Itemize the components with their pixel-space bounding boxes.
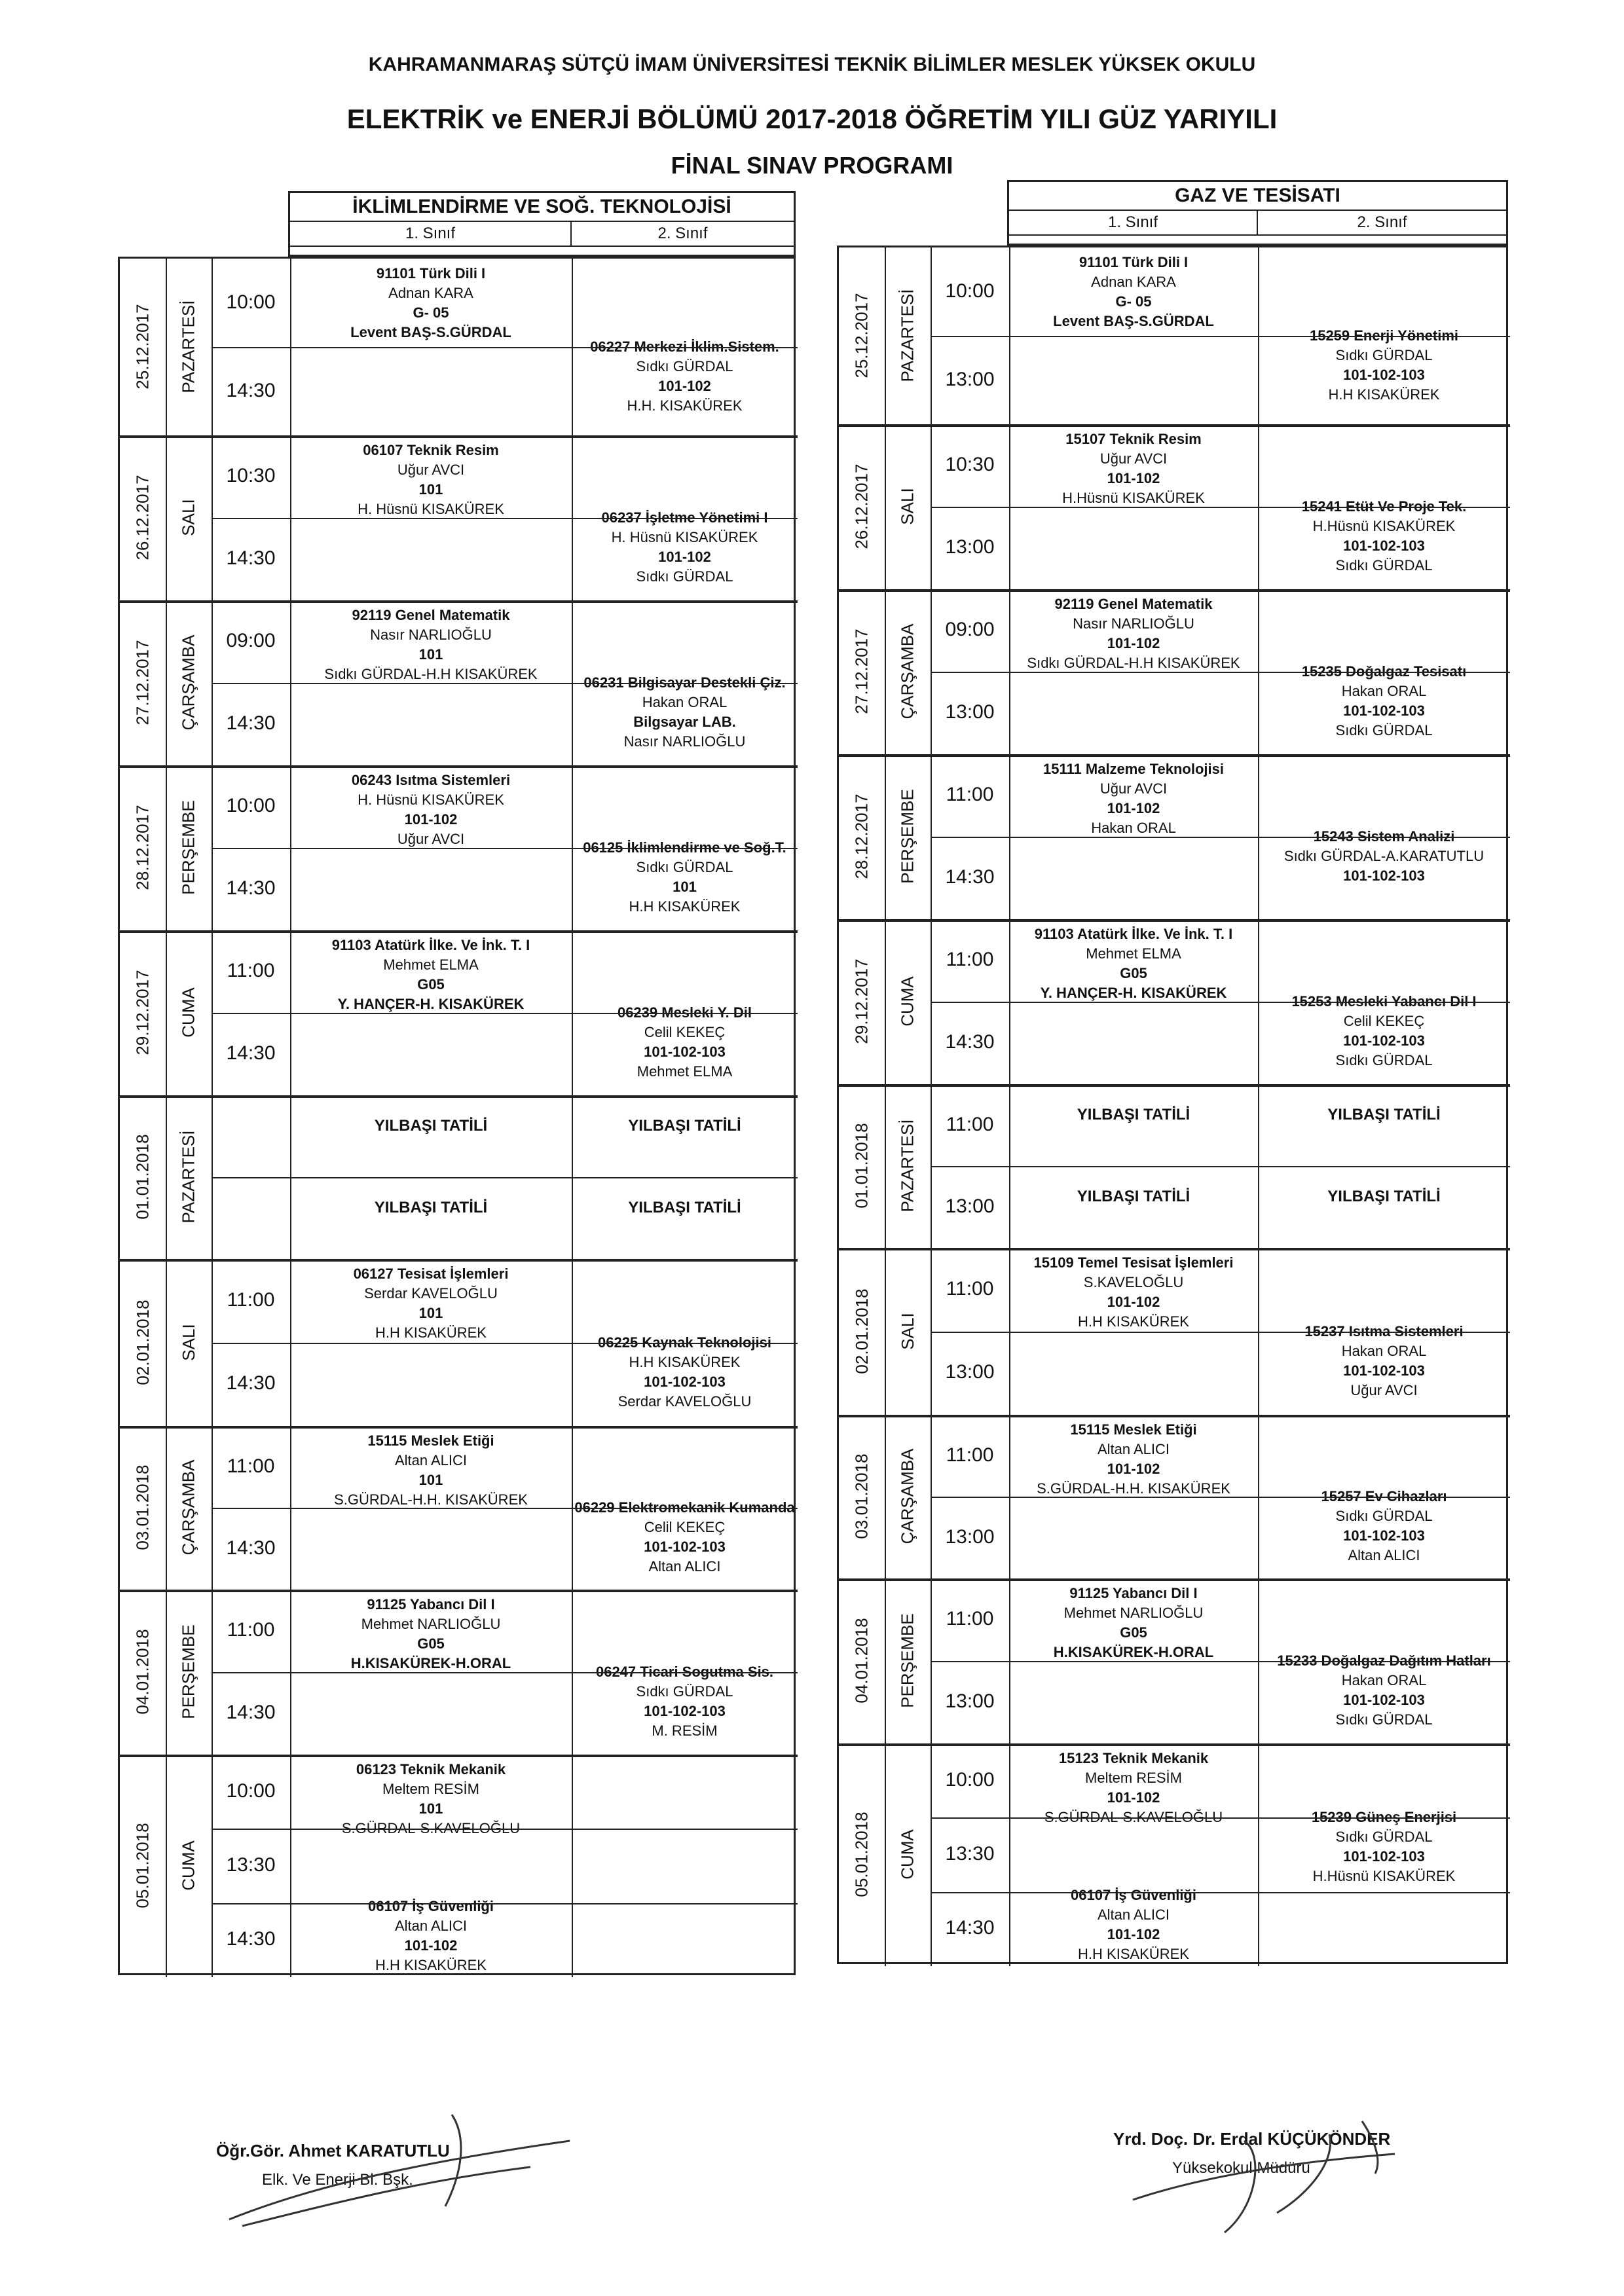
program-name: GAZ VE TESİSATI [1009, 182, 1506, 211]
exam-entry [1258, 1651, 1510, 1736]
exam-instructor: Hakan ORAL [642, 694, 728, 710]
exam-date: 01.01.2018 [851, 1123, 872, 1209]
exam-room: 101-102 [404, 811, 458, 828]
exam-weekday: SALI [897, 1312, 917, 1350]
exam-course: 91125 Yabancı Dil I [1069, 1585, 1198, 1601]
exam-entry [572, 1333, 798, 1418]
exam-course: 06107 İş Güvenliği [368, 1897, 494, 1914]
exam-entry [1258, 326, 1510, 411]
exam-time: 13:30 [226, 1854, 276, 1876]
exam-room: G- 05 [413, 304, 449, 321]
exam-entry [1009, 429, 1258, 515]
exam-proctors: Sıdkı GÜRDAL [1335, 557, 1433, 574]
left-signatory-name: Öğr.Gör. Ahmet KARATUTLU [216, 2141, 450, 2160]
exam-entry [1009, 1584, 1258, 1669]
exam-entry [290, 936, 572, 1021]
exam-course: 15235 Doğalgaz Tesisatı [1301, 663, 1467, 680]
exam-entry [1258, 662, 1510, 747]
exam-date: 26.12.2017 [132, 475, 153, 560]
exam-date: 03.01.2018 [132, 1465, 153, 1550]
exam-entry [1258, 1808, 1510, 1893]
exam-course: 15241 Etüt Ve Proje Tek. [1301, 498, 1467, 515]
exam-course: 06225 Kaynak Teknolojisi [598, 1334, 771, 1351]
exam-weekday: PERŞEMBE [897, 1613, 917, 1708]
exam-time: 14:30 [226, 712, 276, 734]
document-title: FİNAL SINAV PROGRAMI [671, 152, 953, 179]
exam-entry [1009, 1253, 1258, 1338]
exam-weekday: PAZARTESİ [178, 1130, 198, 1224]
exam-instructor: Meltem RESİM [382, 1781, 479, 1797]
exam-proctors: Altan ALICI [1348, 1547, 1420, 1563]
exam-course: 15115 Meslek Etiği [367, 1432, 494, 1449]
exam-room: 101-102-103 [1343, 867, 1425, 884]
exam-course: 06247 Ticari Sogutma Sis. [595, 1664, 774, 1680]
exam-time: 11:00 [946, 1444, 994, 1466]
exam-proctors: S.GÜRDAL-S.KAVELOĞLU [341, 1820, 521, 1836]
exam-date: 05.01.2018 [132, 1823, 153, 1908]
exam-proctors: M. RESİM [652, 1722, 718, 1739]
exam-time: 13:00 [945, 368, 995, 390]
exam-time: 10:00 [226, 1779, 276, 1802]
exam-weekday: ÇARŞAMBA [897, 1448, 917, 1544]
exam-instructor: Mehmet NARLIOĞLU [1063, 1605, 1204, 1621]
exam-time: 14:30 [226, 1928, 276, 1950]
exam-room: 101-102-103 [644, 1539, 726, 1555]
exam-proctors: Sıdkı GÜRDAL [1335, 1052, 1433, 1068]
holiday-label: YILBAŞI TATİLİ [628, 1198, 741, 1216]
exam-instructor: Uğur AVCI [1099, 780, 1168, 797]
exam-instructor: Meltem RESİM [1085, 1770, 1182, 1786]
exam-entry [290, 1595, 572, 1680]
exam-instructor: Hakan ORAL [1341, 1672, 1427, 1688]
exam-date: 27.12.2017 [132, 640, 153, 725]
exam-course: 06107 İş Güvenliği [1071, 1886, 1196, 1903]
institution-title: KAHRAMANMARAŞ SÜTÇÜ İMAM ÜNİVERSİTESİ TEKNİK BİLİMLER MESLEK YÜKSEK OKULU [368, 54, 1256, 75]
exam-course: 15115 Meslek Etiği [1070, 1421, 1197, 1438]
exam-course: 06231 Bilgisayar Destekli Çiz. [583, 674, 786, 691]
exam-date: 05.01.2018 [851, 1812, 872, 1897]
exam-course: 15259 Enerji Yönetimi [1309, 327, 1459, 344]
exam-entry [1258, 497, 1510, 582]
exam-course: 15243 Sistem Analizi [1313, 828, 1455, 845]
holiday-label: YILBAŞI TATİLİ [1077, 1187, 1190, 1205]
program-name: İKLİMLENDİRME VE SOĞ. TEKNOLOJİSİ [290, 193, 794, 222]
exam-instructor: H.Hüsnü KISAKÜREK [1312, 518, 1456, 534]
exam-proctors: H.H KISAKÜREK [375, 1324, 487, 1341]
exam-time: 10:00 [945, 1768, 995, 1791]
exam-proctors: S.GÜRDAL-H.H. KISAKÜREK [1037, 1480, 1230, 1497]
exam-entry [1258, 992, 1510, 1077]
exam-weekday: PERŞEMBE [897, 789, 917, 884]
exam-date: 28.12.2017 [851, 793, 872, 879]
exam-proctors: H.H KISAKÜREK [629, 898, 741, 915]
exam-room: 101-102 [658, 549, 711, 565]
exam-entry [1009, 594, 1258, 680]
exam-weekday: SALI [178, 1323, 198, 1361]
exam-entry [1258, 1487, 1510, 1572]
exam-instructor: Altan ALICI [1097, 1441, 1170, 1457]
exam-entry [290, 606, 572, 691]
exam-entry [1009, 1886, 1258, 1971]
exam-date: 02.01.2018 [851, 1288, 872, 1374]
holiday-label: YILBAŞI TATİLİ [628, 1116, 741, 1135]
left-signatory-title: Elk. Ve Enerji Bl. Bşk. [262, 2171, 413, 2189]
exam-time: 10:30 [945, 454, 995, 475]
exam-instructor: Sıdkı GÜRDAL [1335, 1829, 1433, 1846]
exam-weekday: CUMA [897, 1829, 917, 1880]
exam-time: 11:00 [946, 1608, 994, 1630]
exam-time: 09:00 [226, 630, 276, 651]
exam-room: G05 [417, 1635, 445, 1652]
exam-course: 91103 Atatürk İlke. Ve İnk. T. I [331, 937, 530, 953]
department-title: ELEKTRİK ve ENERJİ BÖLÜMÜ 2017-2018 ÖĞRETİM YILI GÜZ YARIYILI [346, 103, 1278, 134]
exam-room: Bilgsayar LAB. [633, 714, 736, 730]
exam-proctors: S.GÜRDAL-H.H. KISAKÜREK [334, 1491, 528, 1508]
exam-instructor: Hakan ORAL [1341, 683, 1427, 699]
exam-time: 14:30 [226, 547, 276, 569]
exam-course: 91103 Atatürk İlke. Ve İnk. T. I [1034, 926, 1233, 942]
right-signatory-title: Yüksekokul Müdürü [1172, 2159, 1310, 2177]
exam-course: 91101 Türk Dili I [1079, 254, 1189, 270]
exam-room: 101-102-103 [1343, 1362, 1425, 1379]
exam-course: 15237 Isıtma Sistemleri [1304, 1322, 1464, 1339]
exam-course: 06229 Elektromekanik Kumanda [574, 1499, 795, 1516]
exam-proctors: Y. HANÇER-H. KISAKÜREK [337, 996, 525, 1012]
holiday-label: YILBAŞI TATİLİ [1077, 1105, 1190, 1123]
exam-weekday: SALI [178, 499, 198, 536]
exam-instructor: Hakan ORAL [1341, 1342, 1427, 1359]
exam-time: 14:30 [226, 1702, 276, 1723]
exam-time: 13:00 [945, 536, 995, 558]
exam-proctors: Sıdkı GÜRDAL [636, 568, 733, 585]
exam-weekday: PERŞEMBE [178, 800, 198, 895]
exam-time: 11:00 [946, 1113, 994, 1135]
exam-time: 11:00 [946, 784, 994, 805]
holiday-label: YILBAŞI TATİLİ [374, 1116, 488, 1135]
exam-room: 101-102 [1107, 635, 1160, 651]
class-2-header: 2. Sınıf [1258, 210, 1506, 236]
exam-time: 10:00 [945, 280, 995, 302]
exam-instructor: H.H KISAKÜREK [629, 1353, 741, 1370]
exam-weekday: ÇARŞAMBA [178, 1459, 198, 1556]
exam-instructor: Altan ALICI [394, 1917, 468, 1934]
exam-time: 11:00 [946, 1277, 994, 1300]
exam-instructor: Celil KEKEÇ [1343, 1013, 1425, 1029]
exam-proctors: H.KISAKÜREK-H.ORAL [350, 1655, 511, 1671]
exam-course: 06243 Isıtma Sistemleri [351, 772, 511, 788]
exam-date: 27.12.2017 [851, 629, 872, 714]
exam-instructor: Uğur AVCI [397, 462, 465, 478]
exam-instructor: Sıdkı GÜRDAL [636, 358, 733, 374]
exam-proctors: Levent BAŞ-S.GÜRDAL [1053, 313, 1214, 329]
exam-entry [1258, 827, 1510, 912]
exam-date: 25.12.2017 [851, 293, 872, 378]
exam-course: 15109 Temel Tesisat İşlemleri [1033, 1254, 1234, 1271]
exam-time: 14:30 [226, 877, 276, 899]
exam-room: 101 [673, 879, 697, 895]
exam-weekday: CUMA [178, 1840, 198, 1891]
right-signatory-name: Yrd. Doç. Dr. Erdal KÜÇÜKÖNDER [1113, 2129, 1391, 2149]
exam-date: 29.12.2017 [132, 970, 153, 1055]
exam-weekday: ÇARŞAMBA [897, 623, 917, 720]
exam-weekday: SALI [897, 488, 917, 525]
exam-course: 15257 Ev Cihazları [1321, 1488, 1447, 1504]
exam-proctors: H.Hüsnü KISAKÜREK [1312, 1868, 1456, 1885]
exam-entry [290, 1760, 572, 1845]
exam-instructor: Serdar KAVELOĞLU [364, 1285, 498, 1302]
exam-instructor: Sıdkı GÜRDAL-A.KARATUTLU [1283, 848, 1485, 864]
exam-room: 101 [418, 1800, 443, 1817]
exam-entry [290, 771, 572, 856]
exam-room: 101 [418, 646, 443, 663]
exam-course: 06237 İşletme Yönetimi I [601, 509, 768, 526]
exam-proctors: Sıdkı GÜRDAL [1335, 1711, 1433, 1728]
exam-course: 06123 Teknik Mekanik [356, 1761, 506, 1777]
exam-entry [572, 337, 798, 422]
exam-weekday: PAZARTESİ [178, 300, 198, 393]
exam-instructor: Sıdkı GÜRDAL [636, 859, 733, 875]
exam-room: 101-102 [404, 1937, 458, 1954]
exam-course: 15123 Teknik Mekanik [1058, 1750, 1209, 1766]
exam-proctors: S.GÜRDAL-S.KAVELOĞLU [1044, 1809, 1223, 1825]
exam-room: 101-102 [658, 378, 711, 394]
exam-entry [1009, 253, 1258, 338]
exam-instructor: S.KAVELOĞLU [1083, 1274, 1184, 1290]
exam-room: 101-102-103 [644, 1044, 726, 1060]
exam-instructor: H. Hüsnü KISAKÜREK [358, 792, 504, 808]
exam-time: 14:30 [945, 1031, 995, 1053]
exam-proctors: Nasır NARLIOĞLU [623, 733, 746, 750]
holiday-label: YILBAŞI TATİLİ [374, 1198, 488, 1216]
exam-proctors: Hakan ORAL [1091, 820, 1176, 836]
exam-room: 101-102-103 [644, 1703, 726, 1719]
exam-instructor: Nasır NARLIOĞLU [370, 627, 492, 643]
schedule-table-gaz [837, 180, 1508, 1964]
exam-weekday: CUMA [178, 987, 198, 1038]
exam-time: 13:00 [945, 701, 995, 723]
exam-time: 14:30 [945, 866, 995, 888]
exam-room: G05 [417, 976, 445, 993]
exam-instructor: Sıdkı GÜRDAL [1335, 1508, 1433, 1524]
exam-room: 101-102 [1107, 1294, 1160, 1310]
exam-room: G05 [1120, 1624, 1147, 1641]
exam-time: 13:00 [945, 1361, 995, 1383]
exam-proctors: Levent BAŞ-S.GÜRDAL [350, 324, 511, 340]
day-block [839, 1743, 1510, 1966]
exam-course: 06107 Teknik Resim [363, 442, 499, 458]
exam-entry [290, 264, 572, 349]
exam-time: 13:00 [945, 1690, 995, 1712]
exam-room: 101-102-103 [1343, 367, 1425, 383]
exam-room: 101 [418, 1472, 443, 1488]
exam-entry [572, 838, 798, 923]
exam-entry [290, 1264, 572, 1349]
exam-course: 06239 Mesleki Y. Dil [617, 1004, 752, 1021]
exam-entry [1009, 924, 1258, 1010]
exam-date: 29.12.2017 [851, 958, 872, 1044]
exam-instructor: Sıdkı GÜRDAL [636, 1683, 733, 1700]
exam-time: 11:00 [946, 949, 994, 970]
exam-course: 15107 Teknik Resim [1065, 431, 1202, 447]
exam-course: 92119 Genel Matematik [1054, 596, 1213, 612]
exam-proctors: H.H KISAKÜREK [1078, 1945, 1189, 1962]
exam-proctors: H.H KISAKÜREK [375, 1956, 487, 1973]
exam-time: 11:00 [227, 1619, 275, 1641]
exam-room: 101-102 [1107, 1925, 1160, 1942]
exam-date: 04.01.2018 [132, 1629, 153, 1715]
exam-room: G05 [1120, 965, 1147, 981]
exam-room: 101 [418, 481, 443, 498]
exam-room: 101-102-103 [1343, 1032, 1425, 1049]
exam-date: 01.01.2018 [132, 1134, 153, 1220]
exam-weekday: PAZARTESİ [897, 289, 917, 382]
exam-instructor: Celil KEKEÇ [644, 1024, 726, 1040]
exam-proctors: H. Hüsnü KISAKÜREK [358, 501, 504, 517]
exam-time: 14:30 [945, 1917, 995, 1939]
exam-room: 101-102-103 [1343, 1848, 1425, 1865]
exam-proctors: Serdar KAVELOĞLU [618, 1393, 752, 1410]
exam-date: 02.01.2018 [132, 1299, 153, 1385]
holiday-label: YILBAŞI TATİLİ [1327, 1187, 1441, 1205]
day-block [120, 1755, 798, 1977]
exam-time: 14:30 [226, 1372, 276, 1394]
exam-room: 101-102 [1107, 1461, 1160, 1477]
exam-proctors: Sıdkı GÜRDAL-H.H KISAKÜREK [324, 666, 538, 682]
exam-proctors: H.H. KISAKÜREK [627, 397, 743, 414]
exam-course: 92119 Genel Matematik [352, 607, 510, 623]
exam-date: 26.12.2017 [851, 464, 872, 549]
exam-date: 04.01.2018 [851, 1618, 872, 1704]
exam-proctors: Sıdkı GÜRDAL [1335, 722, 1433, 738]
exam-room: 101-102 [1107, 470, 1160, 486]
exam-entry [290, 441, 572, 526]
exam-instructor: Adnan KARA [388, 285, 473, 301]
exam-proctors: Y. HANÇER-H. KISAKÜREK [1040, 985, 1227, 1001]
exam-proctors: Uğur AVCI [1350, 1381, 1418, 1398]
exam-time: 13:00 [945, 1525, 995, 1548]
exam-course: 15253 Mesleki Yabancı Dil I [1291, 993, 1477, 1010]
exam-course: 91125 Yabancı Dil I [367, 1596, 495, 1613]
exam-entry [1258, 1322, 1510, 1407]
exam-proctors: Altan ALICI [648, 1558, 721, 1575]
exam-entry [290, 1431, 572, 1516]
exam-proctors: Uğur AVCI [397, 831, 465, 847]
exam-instructor: Mehmet NARLIOĞLU [361, 1616, 501, 1632]
exam-instructor: Altan ALICI [394, 1452, 468, 1468]
exam-proctors: Sıdkı GÜRDAL-H.H KISAKÜREK [1027, 655, 1240, 671]
exam-time: 13:00 [945, 1195, 995, 1217]
exam-instructor: H. Hüsnü KISAKÜREK [611, 529, 758, 545]
exam-course: 06125 İklimlendirme ve Soğ.T. [583, 839, 786, 856]
exam-weekday: PAZARTESİ [897, 1119, 917, 1212]
exam-time: 14:30 [226, 1537, 276, 1559]
exam-time: 10:00 [226, 795, 276, 816]
exam-entry [572, 1662, 798, 1747]
exam-time: 11:00 [227, 960, 275, 981]
holiday-label: YILBAŞI TATİLİ [1327, 1105, 1441, 1123]
exam-instructor: Nasır NARLIOĞLU [1073, 615, 1194, 632]
exam-course: 15233 Doğalgaz Dağıtım Hatları [1277, 1652, 1491, 1669]
exam-room: 101-102 [1107, 1789, 1160, 1806]
exam-course: 06127 Tesisat İşlemleri [353, 1266, 509, 1282]
exam-time: 09:00 [945, 619, 995, 640]
class-1-header: 1. Sınıf [290, 221, 572, 247]
exam-entry [1009, 1749, 1258, 1834]
exam-entry [1009, 759, 1258, 845]
exam-room: 101-102-103 [1343, 1692, 1425, 1708]
exam-proctors: H.Hüsnü KISAKÜREK [1062, 490, 1205, 506]
class-2-header: 2. Sınıf [572, 221, 794, 247]
exam-proctors: H.H KISAKÜREK [1328, 386, 1440, 403]
exam-instructor: Adnan KARA [1091, 274, 1176, 290]
exam-room: 101-102-103 [644, 1373, 726, 1390]
exam-weekday: ÇARŞAMBA [178, 634, 198, 731]
exam-instructor: Uğur AVCI [1099, 450, 1168, 467]
exam-room: 101-102 [1107, 800, 1160, 816]
exam-date: 28.12.2017 [132, 805, 153, 890]
class-1-header: 1. Sınıf [1009, 210, 1258, 236]
exam-instructor: Mehmet ELMA [383, 957, 479, 973]
exam-weekday: CUMA [897, 976, 917, 1027]
exam-proctors: H.H KISAKÜREK [1078, 1313, 1189, 1330]
exam-date: 25.12.2017 [132, 304, 153, 390]
exam-entry [572, 1498, 798, 1583]
exam-course: 91101 Türk Dili I [376, 265, 486, 282]
exam-time: 10:00 [226, 291, 276, 313]
exam-room: 101-102-103 [1343, 702, 1425, 719]
exam-instructor: Mehmet ELMA [1086, 945, 1181, 962]
exam-proctors: Mehmet ELMA [637, 1063, 733, 1080]
exam-room: G- 05 [1115, 293, 1152, 310]
exam-course: 15239 Güneş Enerjisi [1311, 1809, 1457, 1826]
exam-entry [572, 673, 798, 758]
exam-weekday: PERŞEMBE [178, 1624, 198, 1719]
exam-entry [290, 1897, 572, 1982]
exam-room: 101-102-103 [1343, 1527, 1425, 1544]
exam-time: 10:30 [226, 465, 276, 486]
exam-instructor: Celil KEKEÇ [644, 1519, 726, 1535]
exam-course: 06227 Merkezi İklim.Sistem. [590, 338, 779, 355]
exam-instructor: Sıdkı GÜRDAL [1335, 347, 1433, 363]
exam-time: 14:30 [226, 1042, 276, 1064]
exam-entry [1009, 1420, 1258, 1505]
exam-time: 11:00 [227, 1455, 275, 1477]
exam-proctors: H.KISAKÜREK-H.ORAL [1053, 1644, 1214, 1660]
left-signature-icon [216, 2095, 583, 2239]
exam-room: 101-102-103 [1343, 538, 1425, 554]
exam-entry [572, 508, 798, 593]
exam-time: 11:00 [227, 1288, 275, 1311]
exam-time: 14:30 [226, 379, 276, 401]
right-signature-icon [1113, 2102, 1414, 2246]
exam-entry [572, 1003, 798, 1088]
exam-time: 13:30 [945, 1843, 995, 1865]
exam-room: 101 [418, 1305, 443, 1321]
exam-course: 15111 Malzeme Teknolojisi [1043, 761, 1224, 777]
exam-date: 03.01.2018 [851, 1453, 872, 1539]
exam-instructor: Altan ALICI [1097, 1906, 1170, 1923]
schedule-table-iklimlendirme [118, 191, 796, 1975]
